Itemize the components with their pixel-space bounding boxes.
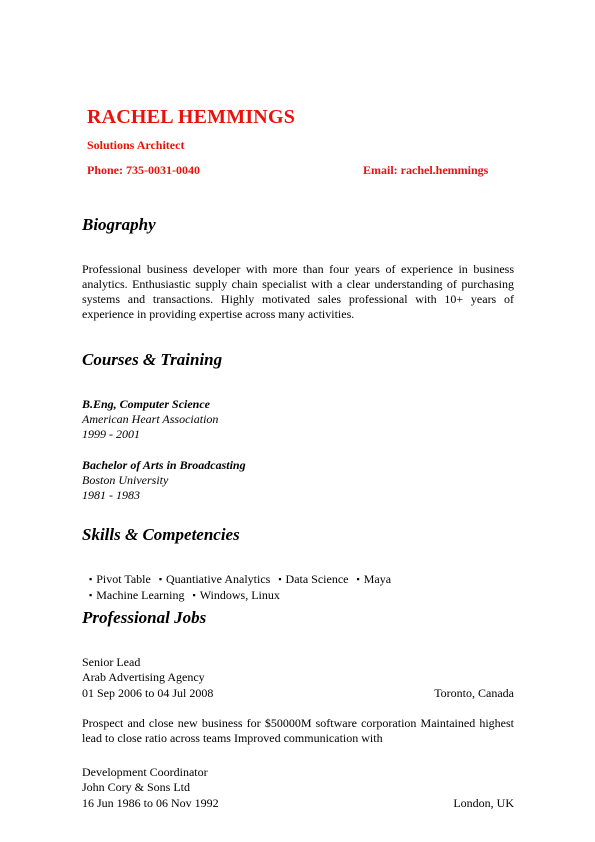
bullet-icon: ▪ [356,574,360,584]
job-description: Prospect and close new business for $50000M software corporation Maintained highest lead to close ratio across teams Improved communication with [82,716,514,745]
skill-item: ▪ Pivot Table [89,572,151,586]
phone-contact: Phone: 735-0031-0040 [87,163,200,177]
courses-heading: Courses & Training [82,350,223,369]
bullet-icon: ▪ [278,574,282,584]
candidate-name: RACHEL HEMMINGS [87,106,296,128]
skill-item: ▪ Machine Learning [89,588,185,602]
course-years: 1999 - 2001 [82,427,140,441]
job-title: Solutions Architect [87,138,185,152]
bullet-icon: ▪ [89,574,93,584]
skill-item: ▪ Maya [356,572,392,586]
job-location: Toronto, Canada [434,686,514,700]
course-years: 1981 - 1983 [82,488,140,502]
job-company: Arab Advertising Agency [82,670,205,684]
skills-list [89,572,396,604]
skill-item: ▪ Windows, Linux [192,588,280,602]
bullet-icon: ▪ [158,574,163,584]
job-dates: 01 Sep 2006 to 04 Jul 2008 [82,686,214,700]
jobs-heading: Professional Jobs [82,608,207,627]
biography-heading: Biography [82,215,156,234]
skill-item: ▪ Data Science [278,572,349,586]
skills-row [89,572,396,588]
course-school: American Heart Association [82,412,219,426]
job-company: John Cory & Sons Ltd [82,780,191,794]
skills-heading: Skills & Competencies [82,525,240,544]
job-location: London, UK [453,796,514,810]
job-title: Senior Lead [82,655,141,669]
course-degree: B.Eng, Computer Science [82,397,211,411]
job-dates: 16 Jun 1986 to 06 Nov 1992 [82,796,219,810]
skills-row [89,588,396,604]
biography-text: Professional business developer with more than four years of experience in business analytics. Enthusiastic supply chain specialist with a clear understanding of purchasing systems and transactions. Highly motivated sales professional with 10+ years of experience in providing expertise across many activities. [82,262,514,321]
course-degree: Bachelor of Arts in Broadcasting [82,458,246,472]
job-title: Development Coordinator [82,765,208,779]
email-contact: Email: rachel.hemmings [363,163,489,177]
skill-item: ▪ Quantiative Analytics [158,572,271,586]
course-entry [82,397,218,442]
bullet-icon: ▪ [89,590,93,600]
bullet-icon: ▪ [192,590,196,600]
course-school: Boston University [82,473,169,487]
course-entry [82,458,246,503]
